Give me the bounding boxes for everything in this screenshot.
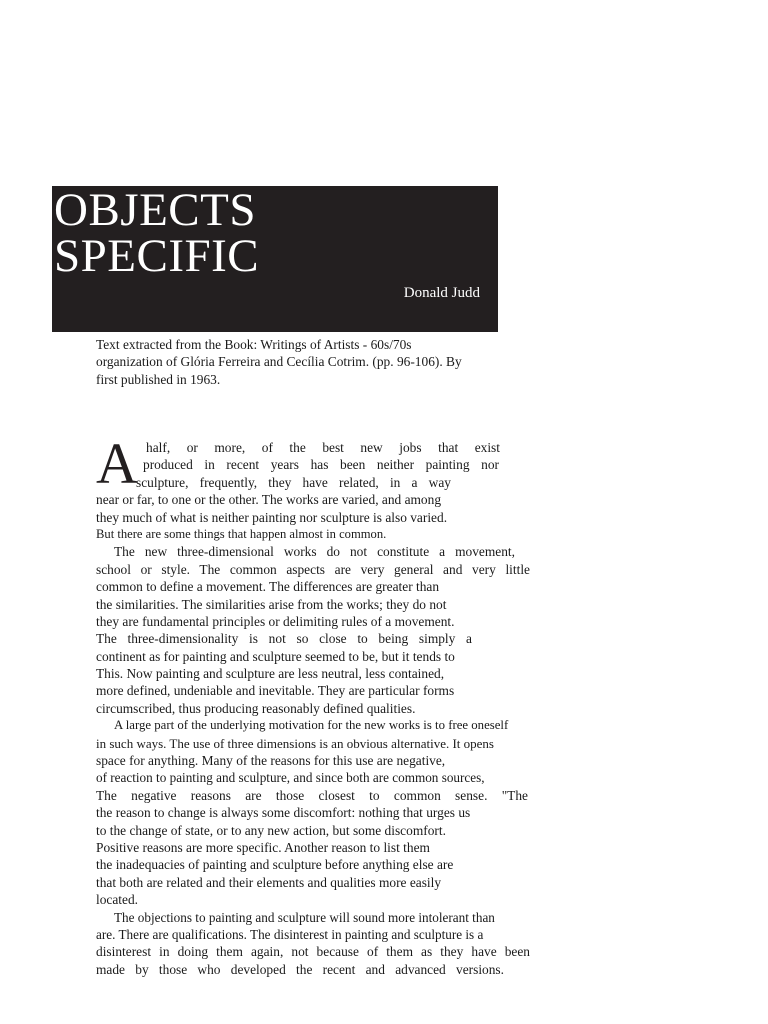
drop-cap: A: [96, 431, 138, 496]
article-line: the similarities. The similarities arise from the works; they do not: [96, 596, 447, 612]
source-note: [96, 336, 526, 388]
opening-lines: [96, 431, 545, 496]
source-note-line: first published in 1963.: [96, 371, 221, 387]
article-line: in such ways. The use of three dimensions is an obvious alternative. It opens: [96, 735, 494, 751]
article-line: A large part of the underlying motivation for the new works is to free oneself: [114, 718, 509, 733]
title-line-1: OBJECTS: [54, 184, 256, 236]
article-line: space for anything. Many of the reasons for this use are negative,: [96, 753, 446, 769]
article-line: continent as for painting and sculpture seemed to be, but it tends to: [96, 648, 455, 664]
article-line: they much of what is neither painting nor sculpture is also varied.: [96, 509, 448, 525]
article-line: disinterest in doing them again, not because of them as they have been: [96, 944, 530, 960]
article-line: But there are some things that happen almost in common.: [96, 526, 387, 541]
article-line: near or far, to one or the other. The works are varied, and among: [96, 492, 442, 508]
article-line: the inadequacies of painting and sculpture before anything else are: [96, 857, 454, 873]
author-name: Donald Judd: [403, 285, 480, 301]
article-line: that both are related and their elements and qualities more easily: [96, 874, 442, 890]
article-line: made by those who developed the recent and advanced versions.: [96, 961, 504, 977]
article-line: This. Now painting and sculpture are less neutral, less contained,: [96, 666, 445, 682]
article-line: to the change of state, or to any new action, but some discomfort.: [96, 822, 446, 838]
article-line: of reaction to painting and sculpture, and since both are common sources,: [96, 770, 485, 786]
article-line: The three-dimensionality is not so close to being simply a: [96, 631, 472, 647]
source-note-line: Text extracted from the Book: Writings of Artists - 60s/70s: [96, 337, 412, 352]
article-line: they are fundamental principles or delimiting rules of a movement.: [96, 613, 455, 629]
article-line: sculpture, frequently, they have related, in a way: [136, 474, 451, 490]
article-body: [96, 431, 545, 978]
article-line: school or style. The common aspects are very general and very little: [96, 561, 530, 577]
article-line: half, or more, of the best new jobs that exist: [146, 440, 500, 455]
article-line: The new three-dimensional works do not constitute a movement,: [114, 544, 515, 560]
article-line: located.: [96, 892, 139, 908]
title-block: [52, 186, 498, 332]
article-line: The objections to painting and sculpture will sound more intolerant than: [114, 909, 495, 925]
title-line-2: SPECIFIC: [54, 230, 260, 282]
article-line: are. There are qualifications. The disinterest in painting and sculpture is a: [96, 926, 484, 942]
article-line: produced in recent years has been neither painting nor: [143, 457, 499, 473]
article-line: common to define a movement. The differences are greater than: [96, 579, 440, 595]
article-line: more defined, undeniable and inevitable. They are particular forms: [96, 683, 455, 699]
article-line: circumscribed, thus producing reasonably defined qualities.: [96, 700, 416, 716]
article-line: Positive reasons are more specific. Another reason to list them: [96, 839, 430, 855]
article-line: the reason to change is always some discomfort: nothing that urges us: [96, 805, 471, 821]
source-note-line: organization of Glória Ferreira and Cecília Cotrim. (pp. 96-106). By: [96, 354, 462, 370]
article-line: The negative reasons are those closest to common sense. "The: [96, 787, 528, 803]
